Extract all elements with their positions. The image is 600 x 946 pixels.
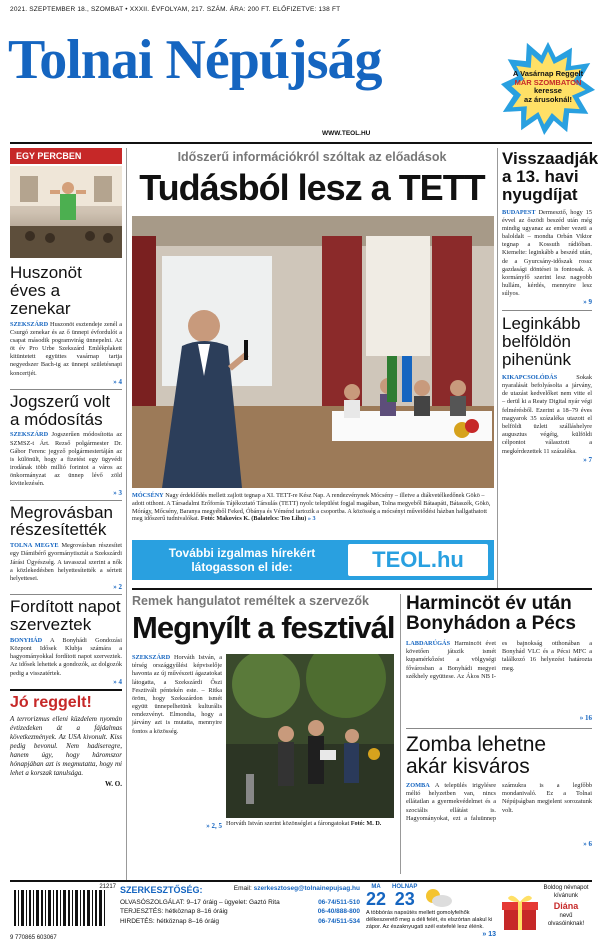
teol-ad-banner[interactable] [132,540,494,580]
divider [406,728,592,729]
zomba-headline[interactable]: Zomba lehetne akár kisváros [406,733,547,779]
promo-line-2: MÁR SZOMBATON [514,77,582,87]
ad-line-2: látogasson el ide: [191,560,293,575]
lead-headline[interactable]: Tudásból lesz a TETT [139,167,485,208]
item-text: Megrovásban részesítet egy Dámibérő gyormánytisztát a Szekszárdi Járási Ügyészség. A tavasszal szerint a nők a közlekedésben helyettesítették a sértett helyettesei. [10,542,122,582]
page-ref[interactable]: » 3 [113,488,122,497]
column-divider [126,148,127,880]
item-headline: Megrovásban részesítették [10,502,114,540]
nameday-line-4: olvasóinknak! [547,921,585,928]
band-photo-image [10,166,122,258]
section-rule [132,588,592,590]
nameday-block [500,884,592,942]
story-body [502,374,592,456]
item-text: Huszonöt esztendeje zenél a Csurgó zenekar és az ő ünnepi évfordulót a csapat második pogramvirág ünnepelni. Az öt év Pro Urbe Szekszárd Emlékplakett kitüntetett együttes vasárnap tartja negyedszer Bach-ig az ünnepi születésnapi koncertjét. [10,320,122,377]
barcode-number: 9 770865 603067 [10,935,57,941]
sport-headline[interactable]: Harmincöt év után Bonyhádon a Pécs [406,593,576,634]
weather-day1-label: MA [371,884,381,890]
item-place: TOLNA MEGYE [10,542,59,550]
item-body [10,637,122,678]
dateline: 2021. SZEPTEMBER 18., SZOMBAT • XXXII. ÉVFOLYAM, 217. SZÁM. ÁRA: 200 FT. ELŐFIZETVE: 138 FT [10,6,341,13]
editorial-headline: Jó reggelt! [10,693,92,711]
editorial-sign: W. O. [104,780,122,789]
page-ref[interactable]: » 13 [482,930,496,938]
story-headline[interactable]: Leginkább belföldön pihenünk [502,314,581,370]
nameday-name: Diána [553,901,579,912]
lead-caption [132,492,494,523]
contact-row [120,917,360,927]
page-ref[interactable]: » 2, 5 [206,822,222,830]
barcode-issue: 21217 [99,884,116,890]
contact-phone[interactable]: 06-74/511-510 [318,898,360,906]
lead-kicker: Időszerű információkról szóltak az előadások [177,150,447,164]
page-ref[interactable]: » 16 [579,714,592,722]
divider [10,389,122,390]
nameday-line-1: Boldog névnapot [543,885,589,891]
right-column [502,149,599,464]
email-link[interactable]: szerkesztoseg@tolnainepujsag.hu [253,885,360,892]
contact-label: OLVASÓSZOLGÁLAT: 9–17 óráig – ügyelet: Gaztó Rita [120,898,280,906]
lead-photo [132,216,494,488]
contact-block [120,884,360,927]
sport-place: LABDARÚGÁS [406,640,451,647]
item-body [10,431,122,488]
festival-body [132,654,222,736]
page-ref[interactable]: » 4 [113,677,122,686]
lead-photo-image [132,216,494,488]
contact-phone[interactable]: 06-40/888-800 [317,908,360,916]
column-divider [497,148,498,588]
contact-row [120,907,360,917]
sport-text: Harmincöt évet követően játszik ismét kupamérkőzést a völgységi fővárosban a Bonyhádi megyei székhely együttese. Az Ákos NB I-es bajnokság otthonában a Bonyhád VLC és a Pécsi MFC a találkozó 16 helyezést határozta meg. [406,640,592,680]
item-text: Jogszerűen módosította az SZMSZ-t Árt. Rezső polgármester Dr. Gábor Ferenc jegyző polgármestertáján az is különült, hogy a fizetést egy ügyvédi irodának több millió forintot a város az önkormányzat az ünnep lévő zöld kivitelezésén. [10,431,122,488]
promo-line-1: A Vasárnap Reggelt [512,69,584,78]
story-place: BUDAPEST [502,208,536,216]
barcode-icon [10,890,116,930]
editorial-body: A terrorizmus elleni küzdelem nyomán évtizedeken át a fájdalmas következmények. Az USA kivonult. Kiss pedig bevonul. Nem hadiseregre, hanem úgy, hogy háromszor hónapjában azt is megmutatta, hogy mi lehet a korszak tanulsága. [10,714,122,778]
divider [502,310,592,311]
photo-credit: Fotó: Makovics K. (Balatelcs: Teo Lihu) [200,515,307,523]
weather-text: A többórás napsütés mellett gomolyfelhők délkeszerető meg a déli felét, és elszórtan alakul ki zápor. Az északnyugati szél estefelé lesz élénk. [366,910,493,930]
section-badge: EGY PERCBEN [10,148,122,164]
festival-headline[interactable]: Megnyílt a fesztivál [132,610,395,645]
contact-row [120,898,360,908]
story-place: KIKAPCSOLÓDÁS [502,373,558,381]
item-body [10,542,122,583]
festival-place: SZEKSZÁRD [132,654,171,661]
email-label: Email: [233,885,252,892]
zomba-place: ZOMBA [406,782,430,789]
caption-text: Nagy érdeklődés mellett zajlott tegnap a XI. TETT-re Kész Nap. A rendezvénynek Mócsény – illetve a diákvetélkedőnek Gökö – adott otthont. A Társadalmi Erőforrás Tájékoztató Társulás (TETT) nyolc települést fogjal magában, Tolna megyeből Bátaapáti, Bátaszék, Gökö, Mórágy, Mőcsény, Baranya megyéből Feked, Óbánya és Véménd tartozik a csoportba. A közösség a mócsényi műveiődési házban hallgathatott meg időszerű tudnivalókat. [132,492,491,523]
page-ref[interactable]: » 9 [583,298,592,307]
item-place: BONYHÁD [10,636,43,644]
story-text: Sokak nyaralását befolyásolta a járvány, de utazást kedvelőket nem vitte el – derül ki a Reaty Digital nyár végi felmérésből. Ezerint a 18–79 éves magyarok 35 százaléka utazott el belföldi üzleti szálláshelyre augusztus végéig, külföldi célpontot választott a megkérdezettek 11 százaléka. [502,373,592,455]
contact-label: HIRDETÉS: hétköznap 8–16 óráig [120,918,219,925]
editorial-label: SZERKESZTŐSÉG: [120,885,203,895]
nameday-line-3: nevű [559,913,573,920]
story-headline[interactable]: Visszaadják a 13. havi nyugdíjat [502,149,599,204]
story-text: Dermesztő, hogy 15 évvel az őszödi beszéd után még mindig ugyanaz az ember vezeti a baloldalt – mondta Orbán Viktor tegnap a Kossuth rádióban. Kiemelte: leginkább a beszéd után, de a Gyurcsány-időszak rossz gazdasági döntései is fontosak. A kormányfő szerint lesz nagyobb hullám, kérdés, mennyire lesz súlyos. [502,208,592,298]
zomba-body [406,782,592,823]
item-place: SZEKSZÁRD [10,320,49,328]
item-text: A Bonyhádi Gondozási Központ Idősek Klubja számára a hagyományokkal fordított napot szerveztek. Az idősek lehettek a gondozók, az dolgozók pedig a visszatértek. [10,636,123,677]
nameday-line-2: kívánunk [553,893,578,900]
sport-body [406,640,592,681]
caption-text: Horváth István szerint közönséglet a fárongatokat [226,820,350,827]
caption-place: MÓCSÉNY [132,492,164,499]
teol-logo-text: TEOL.hu [372,547,464,572]
weather-block [366,884,496,940]
gift-icon [500,892,540,932]
left-column [10,148,122,788]
weather-day2-temp: 23 [394,889,415,909]
contact-phone[interactable]: 06-74/511-534 [318,918,360,925]
partly-cloudy-icon [423,886,453,908]
teol-logo [348,544,488,576]
item-place: SZEKSZÁRD [10,431,49,439]
festival-text: Horváth István, a térség országgyűlési képviselője havonta az új művészeti ágazatokat látogatta, a Szekszárdi Őszi Fesztivált péntekén este. – Ritka öröm, hogy Szekszárdon ismét együtt ünnepelhetünk kulturális rendezvényt. Elmondta, hogy a járvány azt is mutatta, mennyire fontos a közösség. [132,654,223,735]
item-body [10,321,122,378]
masthead-rule [10,142,592,144]
website-label: WWW.TEOL.HU [322,130,371,137]
barcode [10,884,116,940]
festival-kicker: Remek hangulatot reméltek a szervezők [132,594,369,608]
masthead-title: Tolnai Népújság [8,29,382,91]
band-photo [10,166,122,258]
footer-rule [10,880,592,882]
page-ref[interactable]: » 2 [113,583,122,592]
divider [10,689,122,691]
photo-credit: Fotó: M. D. [350,820,382,827]
weather-day1-temp: 22 [366,889,387,909]
festival-caption [226,820,394,828]
promo-line-4: az árusoknál! [524,94,572,104]
promo-line-3: keresse [534,86,562,96]
item-headline: Huszonöt éves a zenekar [10,263,82,318]
divider [10,594,122,595]
column-divider [400,594,401,874]
page-ref[interactable]: » 4 [113,377,122,386]
festival-photo [226,654,394,818]
page-ref[interactable]: » 3 [307,515,316,523]
contact-label: TERJESZTÉS: hétköznap 8–16 óráig [120,908,228,916]
item-headline: Fordított napot szerveztek [10,597,121,635]
page-ref[interactable]: » 6 [583,840,592,848]
story-body [502,209,592,299]
page-ref[interactable]: » 7 [583,455,592,464]
divider [10,500,122,501]
zomba-text: A település irigylésre méltó helyzetben van, nincs ellátatlan a gyermekvédelmet és a szociális ellátást is. Hagyományokat, ezt a faluünnep számukra is a legfőbb mondanivaló. Ez a Tolnai Népújságban megjelent sorozatunk volt. [406,782,592,822]
promo-text [505,70,591,105]
weather-day2-label: HOLNAP [392,884,418,890]
festival-photo-image [226,654,394,818]
ad-line-1: További izgalmas hírekért [168,546,316,560]
item-headline: Jogszerű volt a módosítás [10,391,111,429]
